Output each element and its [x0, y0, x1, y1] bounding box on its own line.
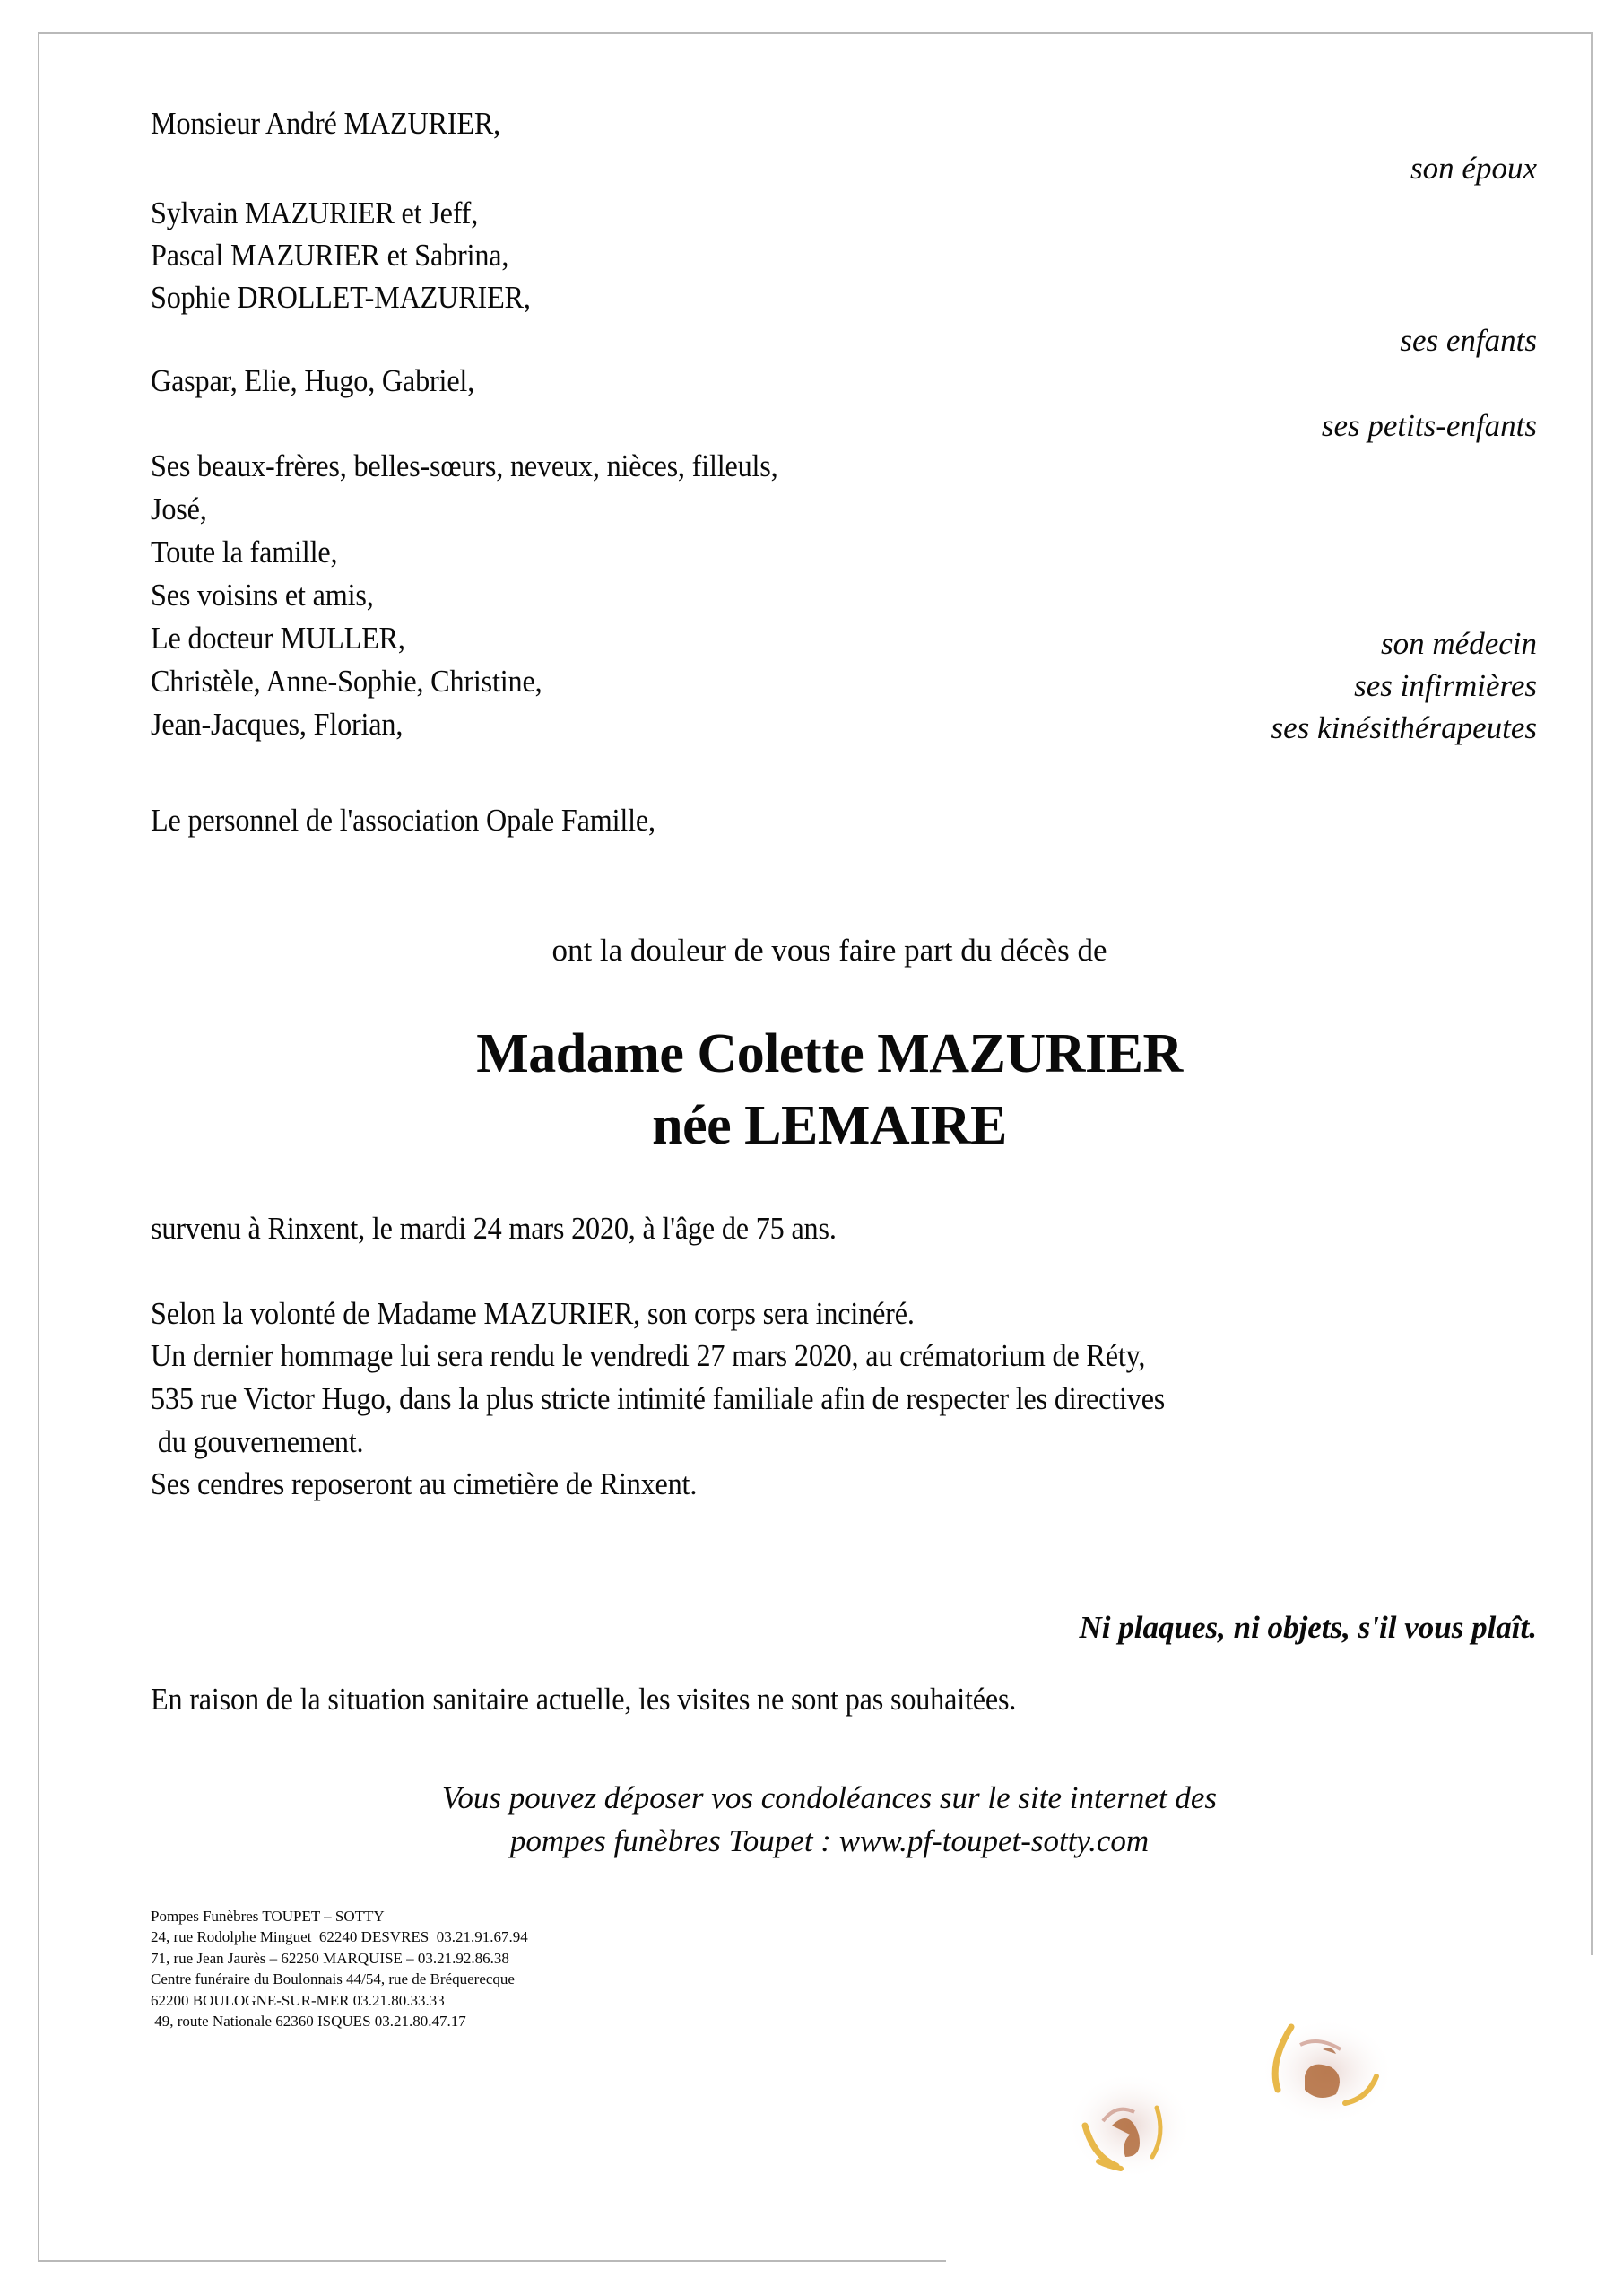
spouse-name: Monsieur André MAZURIER, [151, 106, 501, 141]
grandchildren-role: ses petits-enfants [1321, 408, 1537, 443]
maiden-name: née LEMAIRE [652, 1095, 1007, 1156]
relatives-line: Ses voisins et amis, [151, 578, 374, 613]
doctor-role: son médecin [1381, 626, 1537, 661]
footer-address: 71, rue Jean Jaurès – 62250 MARQUISE – 03.21.92.86.38 [151, 1949, 509, 1967]
relatives-line: Toute la famille, [151, 535, 338, 570]
deceased-name: Madame Colette MAZURIER [476, 1023, 1183, 1084]
footer-address: 24, rue Rodolphe Minguet 62240 DESVRES 03.21.91.67.94 [151, 1928, 528, 1946]
nurses-role: ses infirmières [1354, 668, 1537, 703]
page-border-top [38, 32, 1593, 34]
no-visits-notice: En raison de la situation sanitaire actuelle, les visites ne sont pas souhaitées. [151, 1682, 1017, 1717]
footer-address: Centre funéraire du Boulonnais 44/54, rue de Bréquerecque [151, 1970, 515, 1988]
relatives-line: Jean-Jacques, Florian, [151, 707, 404, 742]
footer-company: Pompes Funèbres TOUPET – SOTTY [151, 1908, 385, 1925]
funeral-home-footer [151, 1906, 528, 2031]
no-flowers-notice: Ni plaques, ni objets, s'il vous plaît. [1079, 1610, 1537, 1645]
ceremony-line: du gouvernement. [151, 1424, 364, 1459]
ceremony-line: Selon la volonté de Madame MAZURIER, son corps sera incinéré. [151, 1296, 915, 1331]
orchid-flowers-icon [1031, 1955, 1569, 2224]
footer-address: 49, route Nationale 62360 ISQUES 03.21.80.47.17 [151, 2013, 466, 2031]
footer-address: 62200 BOULOGNE-SUR-MER 03.21.80.33.33 [151, 1991, 445, 2009]
condolences-website[interactable]: pompes funèbres Toupet : www.pf-toupet-sotty.com [509, 1823, 1150, 1858]
relatives-line: Ses beaux-frères, belles-sœurs, neveux, nièces, filleuls, [151, 448, 778, 483]
orchid-flower-left [1067, 2072, 1193, 2179]
grandchildren: Gaspar, Elie, Hugo, Gabriel, [151, 363, 475, 398]
relatives-line: Le docteur MULLER, [151, 621, 405, 656]
death-details: survenu à Rinxent, le mardi 24 mars 2020, à l'âge de 75 ans. [151, 1211, 837, 1246]
physio-role: ses kinésithérapeutes [1271, 710, 1537, 745]
ceremony-line: 535 rue Victor Hugo, dans la plus stricte intimité familiale afin de respecter les directives [151, 1381, 1166, 1416]
page-border-right [1591, 32, 1593, 1955]
association-line: Le personnel de l'association Opale Famille, [151, 803, 655, 838]
relatives-line: Christèle, Anne-Sophie, Christine, [151, 664, 542, 699]
ceremony-line: Ses cendres reposeront au cimetière de Rinxent. [151, 1466, 698, 1501]
ceremony-line: Un dernier hommage lui sera rendu le vendredi 27 mars 2020, au crématorium de Réty, [151, 1338, 1146, 1373]
child-line: Pascal MAZURIER et Sabrina, [151, 238, 509, 273]
condolences-line: Vous pouvez déposer vos condoléances sur le site internet des [441, 1780, 1218, 1815]
orchid-flower-right [1260, 2018, 1394, 2126]
spouse-role: son époux [1410, 151, 1537, 186]
announcement-intro: ont la douleur de vous faire part du décès de [551, 933, 1107, 968]
page-border-bottom [38, 2260, 946, 2262]
child-line: Sylvain MAZURIER et Jeff, [151, 196, 479, 230]
child-line: Sophie DROLLET-MAZURIER, [151, 280, 531, 315]
relatives-line: José, [151, 491, 207, 526]
children-role: ses enfants [1400, 323, 1537, 358]
